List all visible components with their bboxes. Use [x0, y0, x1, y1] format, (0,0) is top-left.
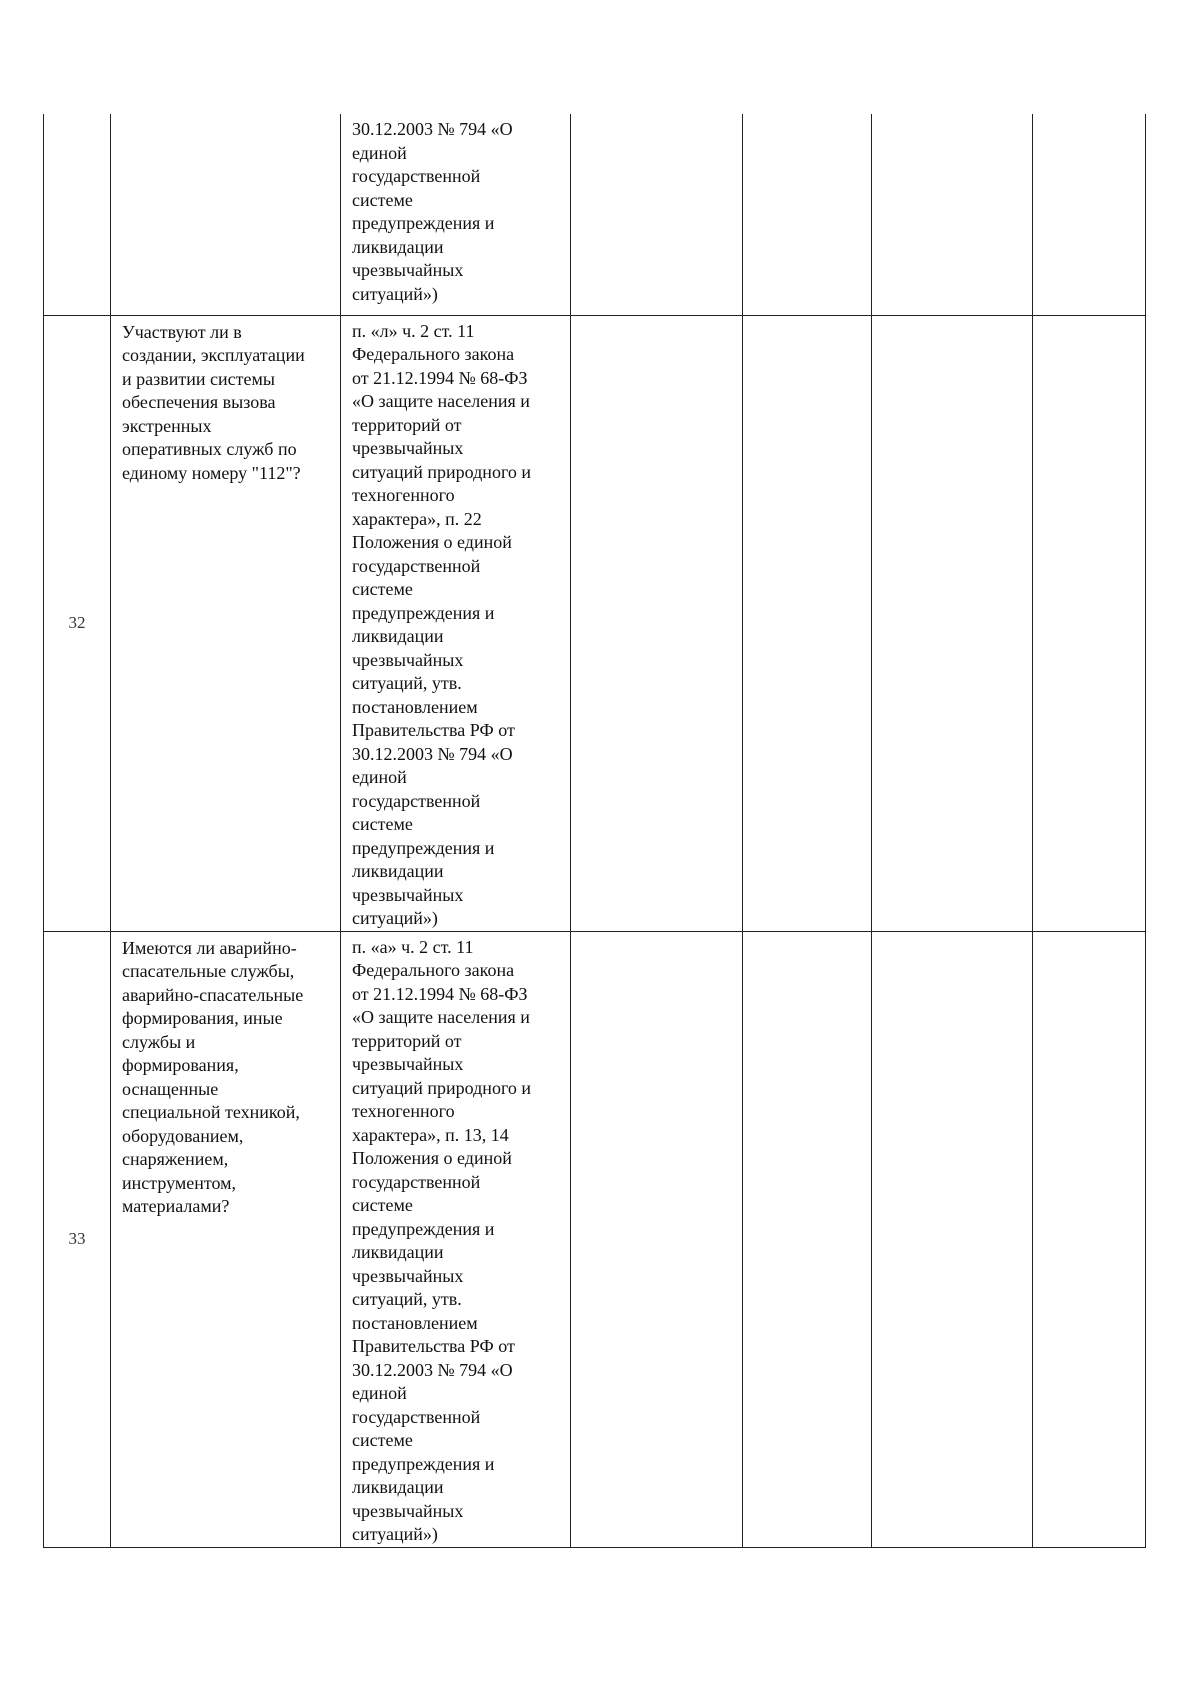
checklist-table [43, 114, 1146, 1548]
empty-cell [1033, 931, 1146, 1547]
empty-cell [571, 114, 743, 315]
row-number: 33 [44, 931, 111, 1547]
empty-cell [1033, 114, 1146, 315]
question-text [111, 114, 340, 119]
empty-cell [1033, 315, 1146, 931]
reference-cell [341, 315, 571, 931]
table-row [44, 114, 1146, 315]
question-cell [111, 931, 341, 1547]
reference-cell [341, 114, 571, 315]
question-text: Имеются ли аварийно- спасательные службы, аварийно-спасательные формирования, иные службы и формирования, оснащенные специальной техникой, оборудованием, снаряжением, инструментом, материалами? [122, 937, 304, 1216]
empty-cell [743, 931, 872, 1547]
question-cell [111, 114, 341, 315]
reference-text: п. «л» ч. 2 ст. 11 Федерального закона от 21.12.1994 № 68-ФЗ «О защите населения и территорий от чрезвычайных ситуаций природного и техногенного характера», п. 22 Положения о единой государственной системе предупреждения и ликвидации чрезвычайных ситуаций, утв. постановлением Правительства РФ от 30.12.2003 № 794 «О единой государственной системе предупреждения и ликвидации чрезвычайных ситуаций») [352, 320, 532, 928]
empty-cell [872, 315, 1033, 931]
row-number: 32 [44, 315, 111, 931]
reference-cell [341, 931, 571, 1547]
empty-cell [872, 931, 1033, 1547]
empty-cell [743, 315, 872, 931]
empty-cell [571, 315, 743, 931]
reference-text: 30.12.2003 № 794 «О единой государственной системе предупреждения и ликвидации чрезвычайных ситуаций») [352, 119, 513, 304]
table-row [44, 315, 1146, 931]
row-number [44, 114, 111, 315]
table-row [44, 931, 1146, 1547]
empty-cell [743, 114, 872, 315]
question-text: Участвуют ли в создании, эксплуатации и развитии системы обеспечения вызова экстренных оперативных служб по единому номеру "112"? [122, 321, 305, 483]
empty-cell [872, 114, 1033, 315]
question-cell [111, 315, 341, 931]
reference-text: п. «а» ч. 2 ст. 11 Федерального закона от 21.12.1994 № 68-ФЗ «О защите населения и территорий от чрезвычайных ситуаций природного и техногенного характера», п. 13, 14 Положения о единой государственной системе предупреждения и ликвидации чрезвычайных ситуаций, утв. постановлением Правительства РФ от 30.12.2003 № 794 «О единой государственной системе предупреждения и ликвидации чрезвычайных ситуаций») [352, 936, 532, 1544]
empty-cell [571, 931, 743, 1547]
